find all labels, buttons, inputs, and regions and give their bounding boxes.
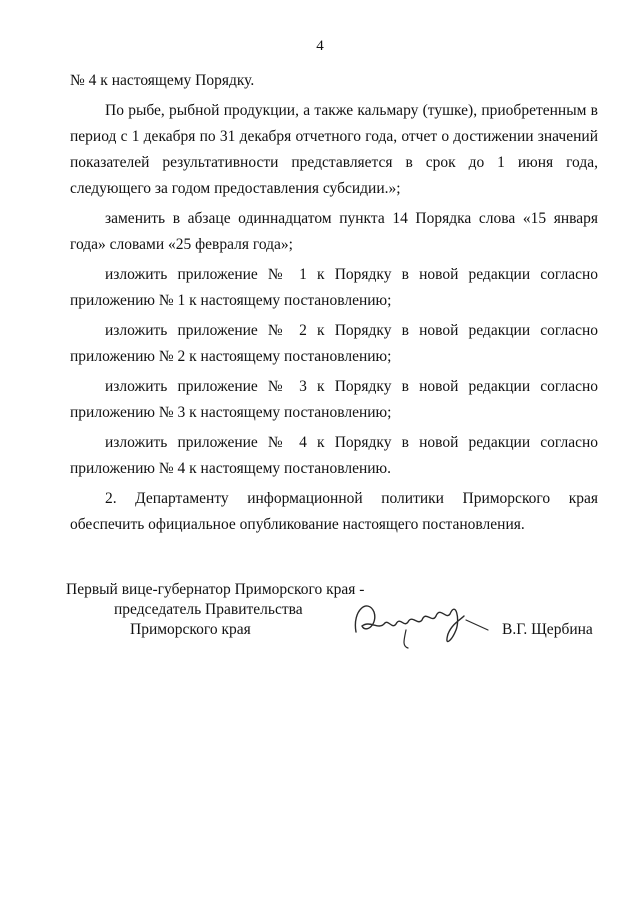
document-body (70, 68, 598, 542)
signatory-position-line1: Первый вице-губернатор Приморского края - (66, 581, 365, 598)
paragraph-appendix-2: изложить приложение № 2 к Порядку в новой редакции согласно приложению № 2 к настоящему постановлению; (70, 322, 598, 365)
paragraph-publication: 2. Департаменту информационной политики Приморского края обеспечить официальное опубликование настоящего постановления. (70, 490, 598, 533)
paragraph-appendix-1: изложить приложение № 1 к Порядку в новой редакции согласно приложению № 1 к настоящему постановлению; (70, 266, 598, 309)
paragraph-fish-report: По рыбе, рыбной продукции, а также кальмару (тушке), приобретенным в период с 1 декабря по 31 декабря отчетного года, отчет о достижении значений показателей результативности представляется в срок до 1 июня года, следующего за годом предоставления субсидии.»; (70, 102, 598, 197)
paragraph-appendix-3: изложить приложение № 3 к Порядку в новой редакции согласно приложению № 3 к настоящему постановлению; (70, 378, 598, 421)
paragraph-appendix-4: изложить приложение № 4 к Порядку в новой редакции согласно приложению № 4 к настоящему постановлению. (70, 434, 598, 477)
paragraph-replace-date: заменить в абзаце одиннадцатом пункта 14 Порядка слова «15 января года» словами «25 февраля года»; (70, 210, 598, 253)
handwritten-signature (348, 590, 498, 650)
paragraph-continuation: № 4 к настоящему Порядку. (70, 72, 255, 89)
signatory-position-line3: Приморского края (130, 621, 251, 638)
page-number: 4 (316, 38, 324, 54)
signatory-name: В.Г. Щербина (502, 621, 593, 638)
signatory-position-line2: председатель Правительства (114, 601, 303, 618)
